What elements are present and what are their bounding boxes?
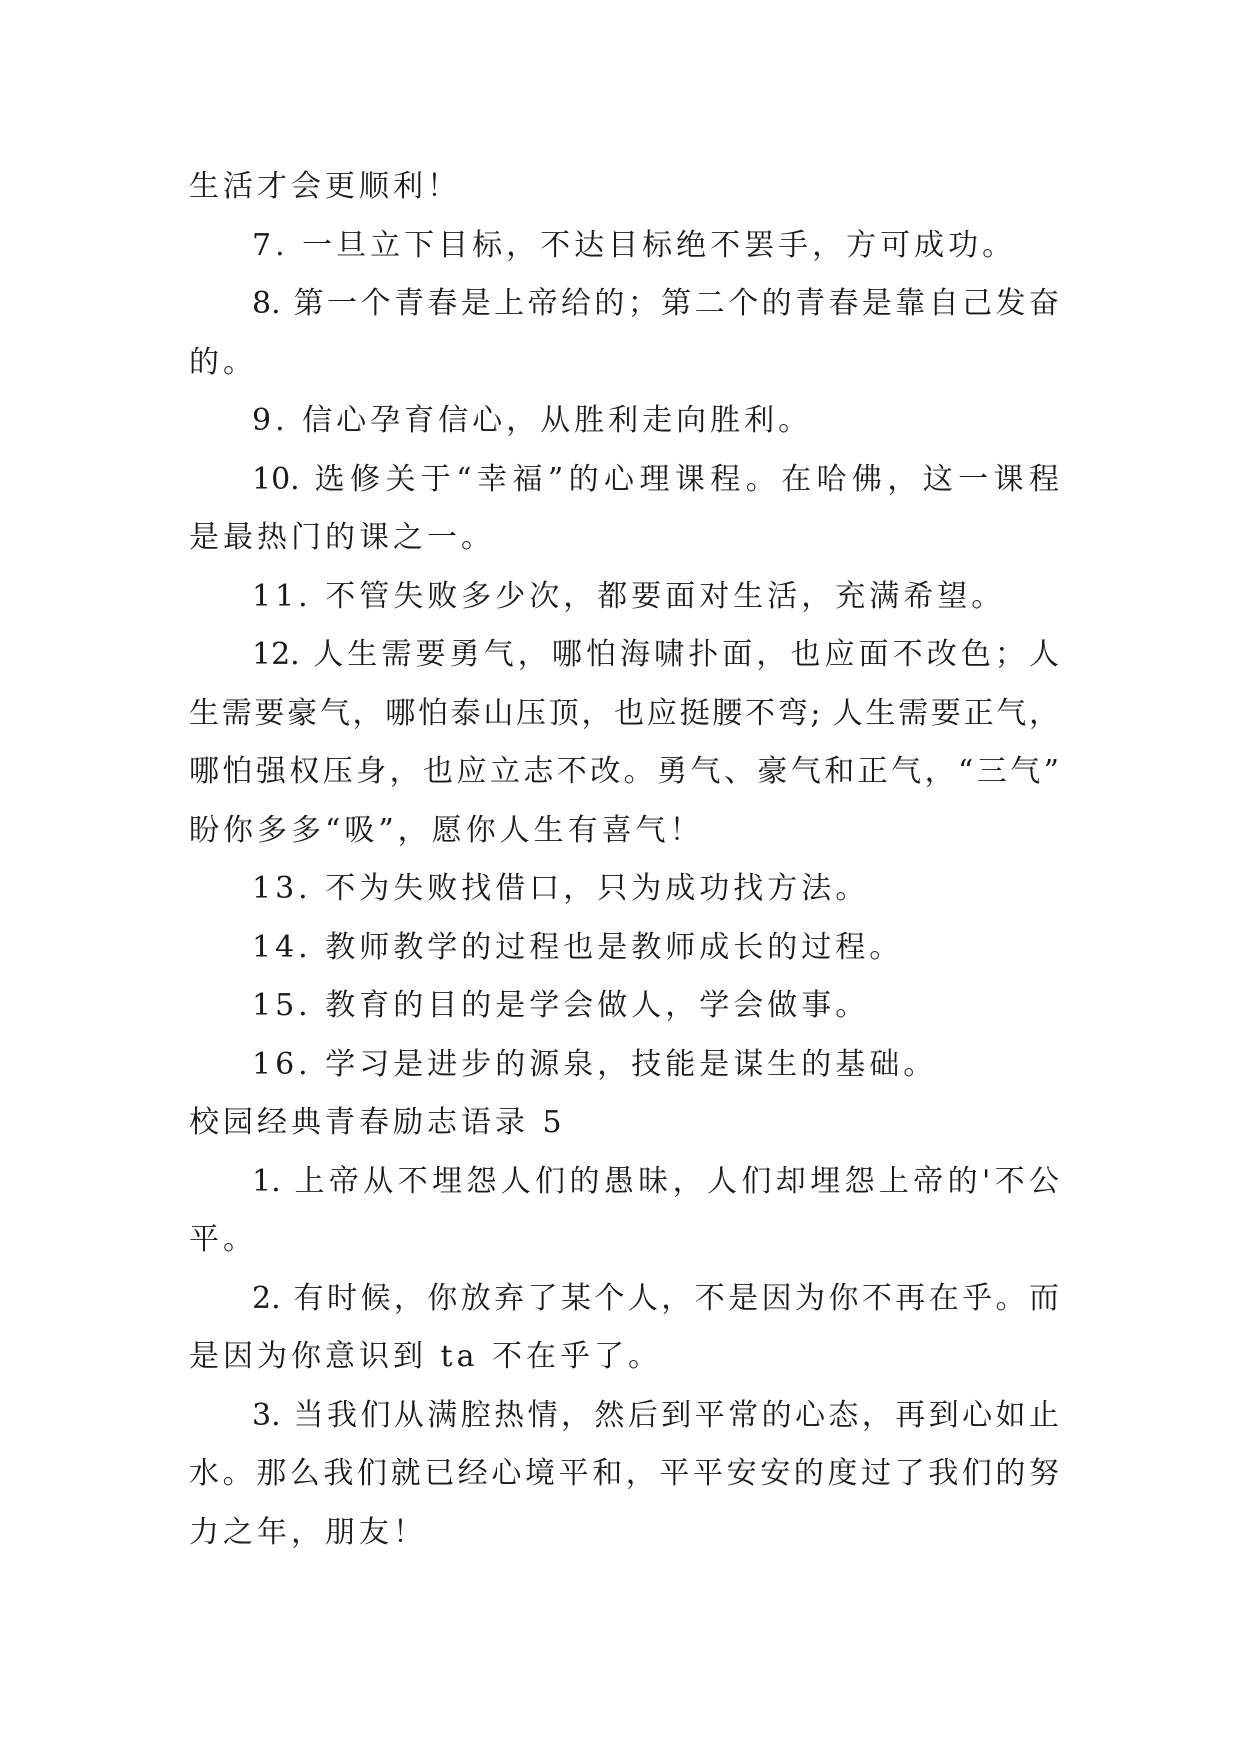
document-page [189,158,1059,1562]
list-item-9: 9. 信心孕育信心，从胜利走向胜利。 [252,403,813,438]
list-item-3: 3. 当我们从满腔热情，然后到平常的心态，再到心如止 [252,1397,1059,1433]
list-item-8: 8. 第一个青春是上帝给的；第二个的青春是靠自己发奋 [252,286,1059,321]
list-item-10: 10. 选修关于“幸福”的心理课程。在哈佛，这一课程 [252,461,1059,497]
text-line: 生活才会更顺利！ [189,169,461,204]
list-item-14: 14. 教师教学的过程也是教师成长的过程。 [252,929,904,965]
list-item-1: 1. 上帝从不埋怨人们的愚昧，人们却埋怨上帝的'不公 [252,1163,1059,1199]
text-line: 的。 [189,344,257,380]
list-item-15: 15. 教育的目的是学会做人，学会做事。 [252,988,870,1023]
list-item-7: 7. 一旦立下目标，不达目标绝不罢手，方可成功。 [252,227,1017,263]
text-line: 水。那么我们就已经心境平和，平平安安的度过了我们的努 [189,1456,1059,1491]
text-line: 力之年，朋友！ [189,1514,427,1550]
list-item-11: 11. 不管失败多少次，都要面对生活，充满希望。 [252,578,1006,614]
text-line: 是因为你意识到 ta 不在乎了。 [189,1339,663,1374]
list-item-2: 2. 有时候，你放弃了某个人，不是因为你不再在乎。而 [252,1280,1059,1316]
section-heading: 校园经典青春励志语录 5 [189,1105,566,1140]
list-item-16: 16. 学习是进步的源泉，技能是谋生的基础。 [252,1046,938,1082]
text-line: 平。 [189,1222,257,1257]
text-line: 生需要豪气，哪怕泰山压顶，也应挺腰不弯; 人生需要正气， [189,695,1059,731]
list-item-12: 12. 人生需要勇气，哪怕海啸扑面，也应面不改色；人 [252,637,1059,672]
text-line: 盼你多多“吸”，愿你人生有喜气！ [189,812,704,848]
list-item-13: 13. 不为失败找借口，只为成功找方法。 [252,871,870,906]
text-line: 哪怕强权压身，也应立志不改。勇气、豪气和正气，“三气” [189,754,1059,789]
text-line: 是最热门的课之一。 [189,520,495,555]
